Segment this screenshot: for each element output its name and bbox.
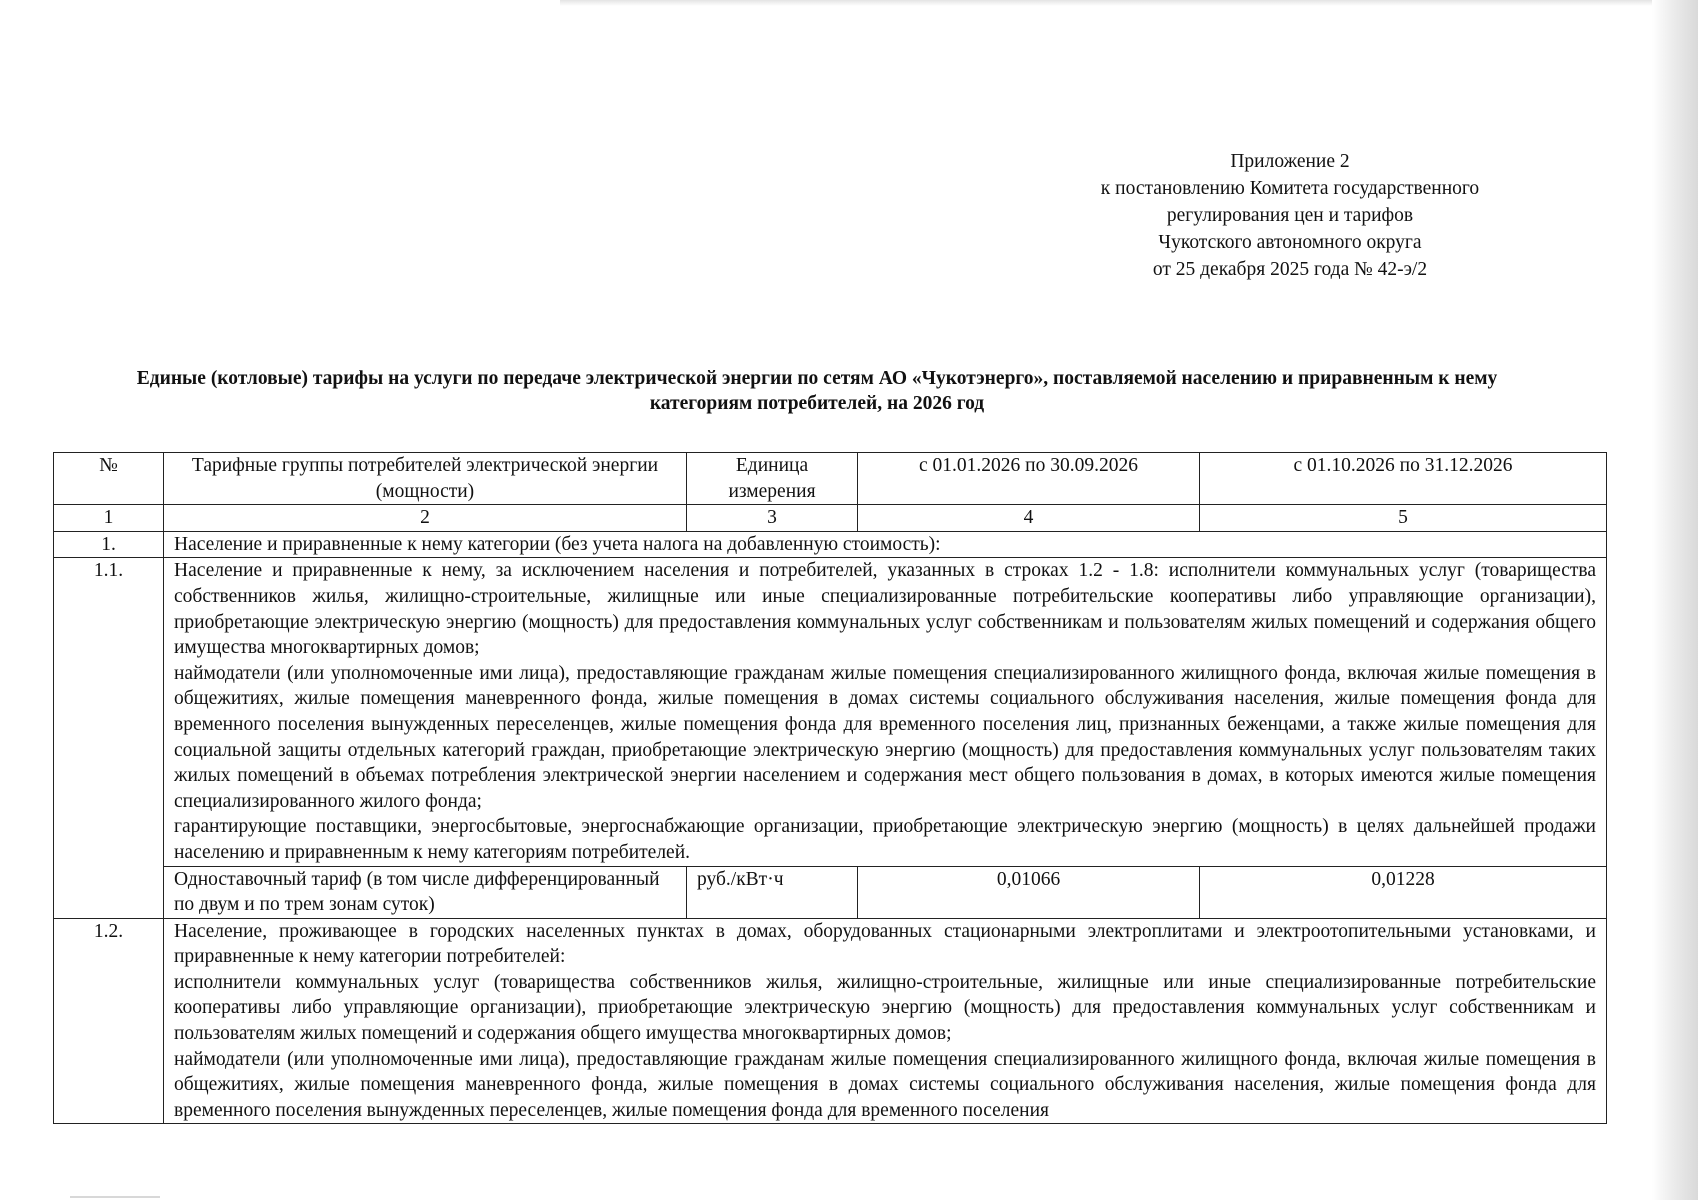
description-paragraph: Население и приравненные к нему, за исключением населения и потребителей, указанных в строках 1.2 - 1.8: исполнители коммунальных услуг (товарищества собственников жилья, жилищно-строительные, жилищные или иные специализированные потребительские кооперативы либо управляющие организации), приобретающие электрическую энергию (мощность) для предоставления коммунальных услуг собственникам и пользователям жилых помещений и содержания общего имущества многоквартирных домов; <box>174 560 1596 659</box>
row-description <box>164 558 1607 866</box>
header-group: Тарифные группы потребителей электрической энергии (мощности) <box>164 453 687 505</box>
header-period-1: с 01.01.2026 по 30.09.2026 <box>858 453 1200 505</box>
column-number: 3 <box>687 505 858 532</box>
title-line-2: категориям потребителей, на 2026 год <box>649 393 985 414</box>
column-number: 2 <box>164 505 687 532</box>
scan-right-shadow <box>1652 0 1698 1200</box>
tariff-table <box>53 452 1607 1124</box>
row-number: 1.1. <box>54 558 164 918</box>
description-paragraph: Население, проживающее в городских населенных пунктах в домах, оборудованных стационарными электроплитами и электроотопительными установками, и приравненные к нему категории потребителей: <box>174 920 1596 968</box>
document-title <box>12 366 1622 416</box>
row-number: 1.2. <box>54 918 164 1124</box>
row-number: 1. <box>54 531 164 558</box>
tariff-row <box>54 866 1607 918</box>
scan-artifact <box>70 1196 160 1198</box>
appendix-line: от 25 декабря 2025 года № 42-э/2 <box>1152 259 1428 280</box>
appendix-line: регулирования цен и тарифов <box>1166 205 1414 226</box>
row-text: Население и приравненные к нему категории (без учета налога на добавленную стоимость): <box>164 531 1607 558</box>
appendix-line: к постановлению Комитета государственного <box>1100 178 1480 199</box>
header-unit: Единица измерения <box>687 453 858 505</box>
header-num: № <box>54 453 164 505</box>
tariff-value-period-2: 0,01228 <box>1200 866 1607 918</box>
row-description <box>164 918 1607 1124</box>
description-paragraph: наймодатели (или уполномоченные ими лица), предоставляющие гражданам жилые помещения специализированного жилищного фонда, включая жилые помещения в общежитиях, жилые помещения маневренного фонда, жилые помещения в домах системы социального обслуживания населения, жилые помещения фонда для временного поселения вынужденных переселенцев, жилые помещения фонда для временного поселения лиц, признанных беженцами, а также жилые помещения для социальной защиты отдельных категорий граждан, приобретающие электрическую энергию (мощность) для предоставления коммунальных услуг пользователям таких жилых помещений в объемах потребления электрической энергии населением и содержания мест общего пользования в домах, в которых имеются жилые помещения специализированного жилого фонда; <box>174 662 1596 812</box>
table-row <box>54 558 1607 866</box>
table-row <box>54 918 1607 1124</box>
description-paragraph: гарантирующие поставщики, энергосбытовые, энергоснабжающие организации, приобретающие электрическую энергию (мощность) в целях дальнейшей продажи населению и приравненным к нему категориям потребителей. <box>174 816 1596 863</box>
column-number: 5 <box>1200 505 1607 532</box>
title-line-1: Единые (котловые) тарифы на услуги по передаче электрической энергии по сетям АО «Чукотэнерго», поставляемой населению и приравненным к нему <box>136 368 1498 389</box>
tariff-value-period-1: 0,01066 <box>858 866 1200 918</box>
appendix-line: Приложение 2 <box>1230 151 1350 172</box>
description-paragraph: исполнители коммунальных услуг (товарищества собственников жилья, жилищно-строительные, жилищные или иные специализированные потребительские кооперативы либо управляющие организации), приобретающие электрическую энергию (мощность) для предоставления коммунальных услуг собственникам и пользователям жилых помещений и содержания общего имущества многоквартирных домов; <box>174 971 1596 1045</box>
table-row <box>54 531 1607 558</box>
description-paragraph: наймодатели (или уполномоченные ими лица), предоставляющие гражданам жилые помещения специализированного жилищного фонда, включая жилые помещения в общежитиях, жилые помещения маневренного фонда, жилые помещения в домах системы социального обслуживания населения, жилые помещения фонда для временного поселения вынужденных переселенцев, жилые помещения фонда для временного поселения <box>174 1048 1596 1121</box>
scan-top-shadow <box>560 0 1690 6</box>
column-number: 4 <box>858 505 1200 532</box>
header-period-2: с 01.10.2026 по 31.12.2026 <box>1200 453 1607 505</box>
tariff-name: Одноставочный тариф (в том числе дифференцированный по двум и по трем зонам суток) <box>164 866 687 918</box>
appendix-block <box>1020 148 1560 283</box>
column-number: 1 <box>54 505 164 532</box>
tariff-unit: руб./кВт·ч <box>687 866 858 918</box>
table-header-row <box>54 453 1607 505</box>
appendix-line: Чукотского автономного округа <box>1158 232 1422 253</box>
column-numbers-row <box>54 505 1607 532</box>
